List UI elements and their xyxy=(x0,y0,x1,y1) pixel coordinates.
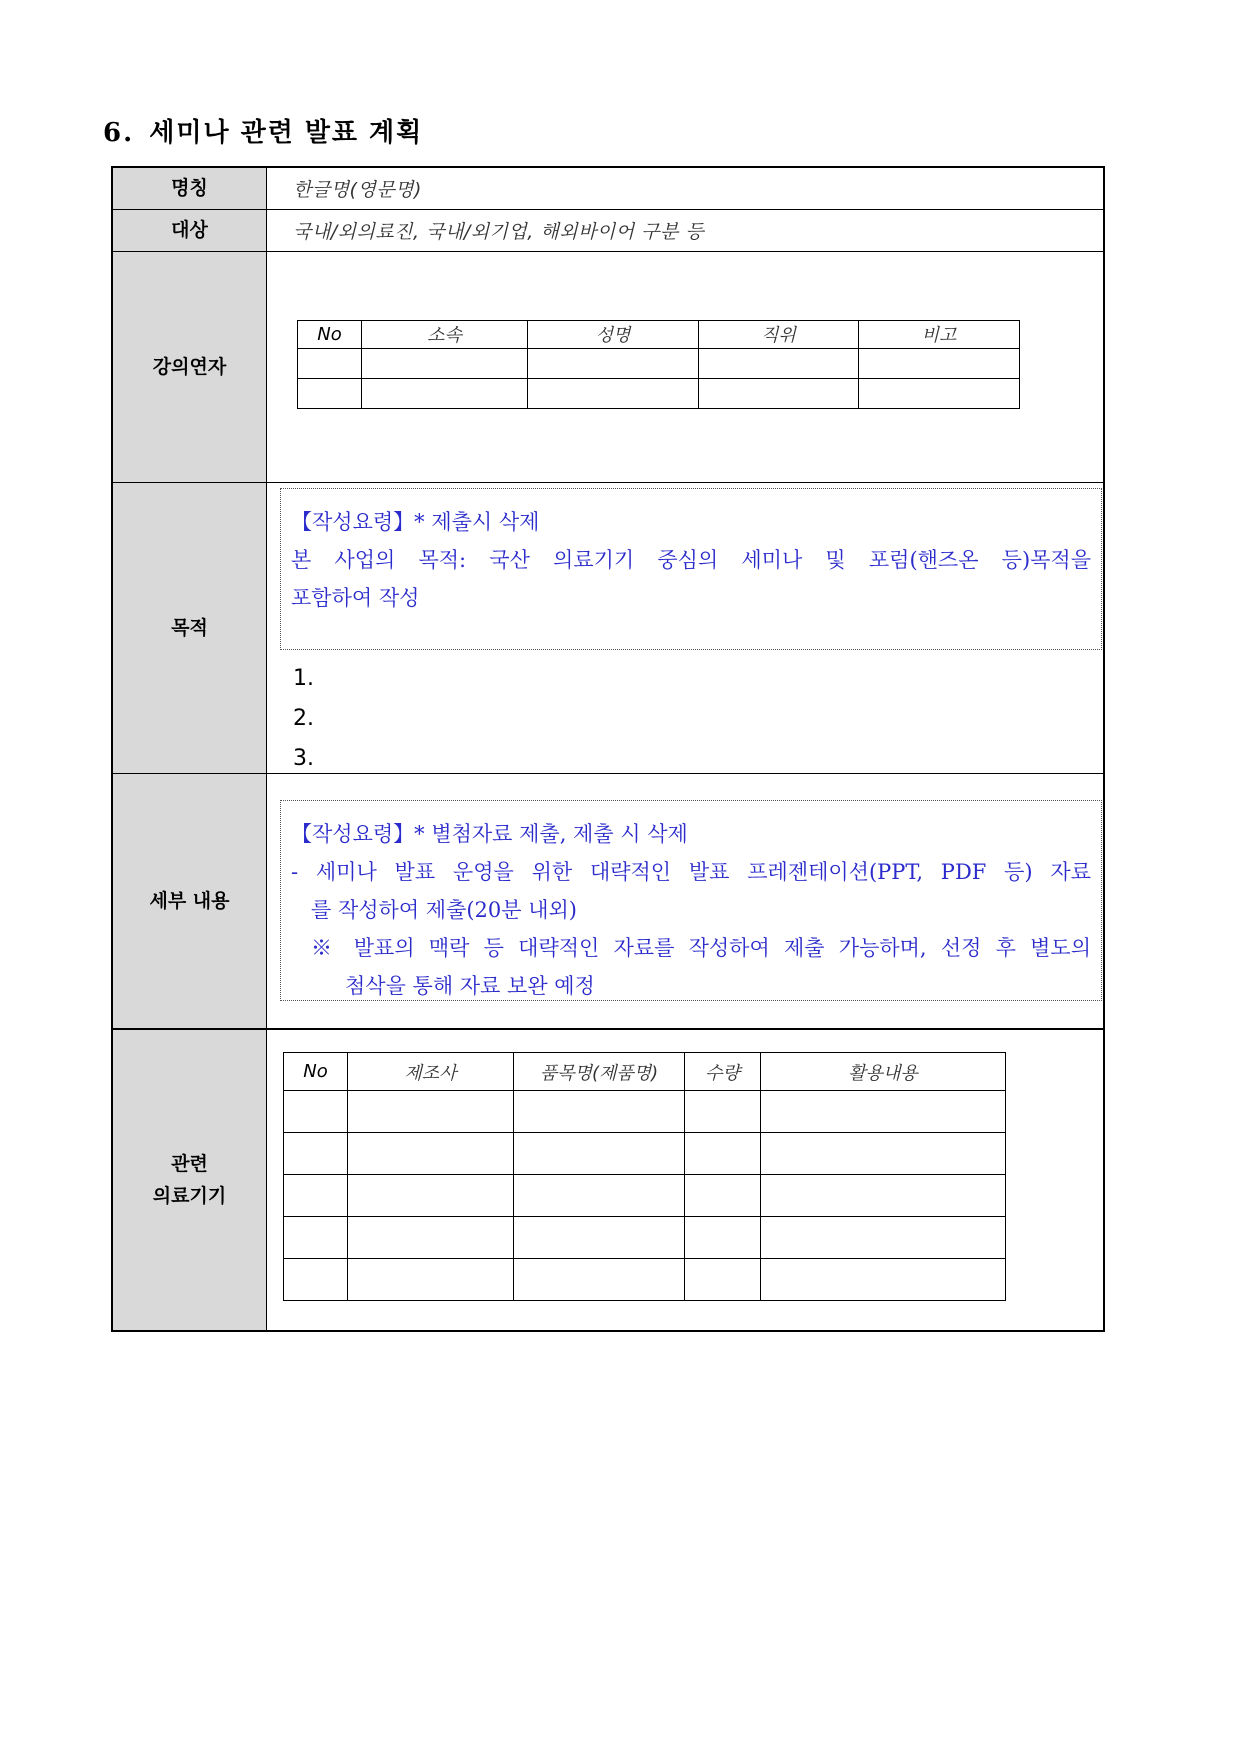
details-guide-note: ※ 발표의 맥락 등 대략적인 자료를 작성하여 제출 가능하며, 선정 후 별도의 xyxy=(311,935,1091,960)
table-row xyxy=(298,348,1020,378)
target-value: 국내/외의료진, 국내/외기업, 해외바이어 구분 등 xyxy=(293,220,705,243)
purpose-guide-line: 포함하여 작성 xyxy=(291,585,420,610)
table-cell[interactable] xyxy=(348,1217,514,1259)
table-cell[interactable] xyxy=(528,348,699,378)
speaker-header-affiliation: 소속 xyxy=(362,320,528,348)
section-number: 6. xyxy=(103,118,135,148)
devices-label xyxy=(112,1029,267,1331)
table-cell[interactable] xyxy=(284,1133,348,1175)
speaker-header-name: 성명 xyxy=(528,320,699,348)
section-title-word: 발표 xyxy=(304,118,360,148)
details-row xyxy=(112,773,1104,1029)
target-cell[interactable] xyxy=(267,209,1105,251)
table-cell[interactable] xyxy=(699,348,859,378)
target-row xyxy=(112,209,1104,251)
devices-label-line: 관련 xyxy=(171,1153,208,1175)
table-row xyxy=(298,378,1020,408)
table-cell[interactable] xyxy=(298,348,362,378)
details-guide-note: 첨삭을 통해 자료 보완 예정 xyxy=(345,973,595,998)
table-row xyxy=(284,1175,1006,1217)
section-title xyxy=(103,112,433,149)
speaker-table-header xyxy=(298,320,1020,348)
table-cell[interactable] xyxy=(685,1217,761,1259)
table-cell[interactable] xyxy=(348,1091,514,1133)
devices-header-product: 품목명(제품명) xyxy=(514,1053,685,1091)
purpose-guide-box xyxy=(280,488,1102,650)
table-cell[interactable] xyxy=(685,1091,761,1133)
table-cell[interactable] xyxy=(362,378,528,408)
table-cell[interactable] xyxy=(514,1133,685,1175)
details-guide-line: - 세미나 발표 운영을 위한 대략적인 발표 프레젠테이션(PPT, PDF 등) 자료 xyxy=(291,859,1091,884)
devices-row xyxy=(112,1029,1104,1331)
name-value: 한글명(영문명) xyxy=(293,178,422,201)
table-cell[interactable] xyxy=(298,378,362,408)
speaker-header-position: 직위 xyxy=(699,320,859,348)
seminar-plan-table xyxy=(111,166,1105,1332)
list-item[interactable]: 2. xyxy=(293,705,314,731)
table-row xyxy=(284,1217,1006,1259)
table-cell[interactable] xyxy=(685,1133,761,1175)
table-cell[interactable] xyxy=(362,348,528,378)
table-cell[interactable] xyxy=(859,348,1020,378)
table-cell[interactable] xyxy=(761,1133,1006,1175)
table-cell[interactable] xyxy=(685,1259,761,1301)
table-cell[interactable] xyxy=(284,1091,348,1133)
purpose-guide-title: 【작성요령】* 제출시 삭제 xyxy=(291,509,540,534)
table-cell[interactable] xyxy=(685,1175,761,1217)
devices-header-manufacturer: 제조사 xyxy=(348,1053,514,1091)
details-cell xyxy=(267,773,1105,1029)
speaker-header-no: No xyxy=(298,320,362,348)
name-row xyxy=(112,167,1104,209)
devices-cell xyxy=(267,1029,1105,1331)
table-row xyxy=(284,1091,1006,1133)
table-row xyxy=(284,1259,1006,1301)
table-cell[interactable] xyxy=(761,1175,1006,1217)
table-cell[interactable] xyxy=(514,1259,685,1301)
speaker-header-note: 비고 xyxy=(859,320,1020,348)
section-title-word: 관련 xyxy=(240,118,295,148)
devices-table xyxy=(283,1052,1006,1301)
details-guide-title: 【작성요령】* 별첨자료 제출, 제출 시 삭제 xyxy=(291,821,688,846)
list-item[interactable]: 1. xyxy=(293,665,314,691)
table-cell[interactable] xyxy=(348,1175,514,1217)
table-cell[interactable] xyxy=(528,378,699,408)
purpose-cell xyxy=(267,482,1105,773)
name-label: 명칭 xyxy=(112,167,267,209)
table-cell[interactable] xyxy=(761,1091,1006,1133)
details-label: 세부 내용 xyxy=(112,773,267,1029)
name-cell[interactable] xyxy=(267,167,1105,209)
purpose-list xyxy=(293,659,314,779)
table-cell[interactable] xyxy=(514,1217,685,1259)
purpose-label: 목적 xyxy=(112,482,267,773)
purpose-guide-line: 본 사업의 목적: 국산 의료기기 중심의 세미나 및 포럼(핸즈온 등)목적을 xyxy=(291,547,1091,572)
details-guide-box xyxy=(280,800,1102,1001)
list-item[interactable]: 3. xyxy=(293,745,314,771)
table-cell[interactable] xyxy=(699,378,859,408)
table-row xyxy=(284,1133,1006,1175)
table-cell[interactable] xyxy=(284,1259,348,1301)
devices-header-usage: 활용내용 xyxy=(761,1053,1006,1091)
table-cell[interactable] xyxy=(859,378,1020,408)
devices-table-header xyxy=(284,1053,1006,1091)
section-title-word: 세미나 xyxy=(149,118,231,148)
table-cell[interactable] xyxy=(761,1259,1006,1301)
table-cell[interactable] xyxy=(284,1217,348,1259)
table-cell[interactable] xyxy=(348,1133,514,1175)
table-cell[interactable] xyxy=(761,1217,1006,1259)
speaker-table xyxy=(297,320,1020,409)
table-cell[interactable] xyxy=(348,1259,514,1301)
devices-header-quantity: 수량 xyxy=(685,1053,761,1091)
table-cell[interactable] xyxy=(514,1091,685,1133)
purpose-row xyxy=(112,482,1104,773)
speaker-row xyxy=(112,251,1104,482)
target-label: 대상 xyxy=(112,209,267,251)
devices-header-no: No xyxy=(284,1053,348,1091)
section-title-word: 계획 xyxy=(369,118,424,148)
devices-label-line: 의료기기 xyxy=(152,1185,227,1207)
speaker-cell xyxy=(267,251,1105,482)
table-cell[interactable] xyxy=(514,1175,685,1217)
table-cell[interactable] xyxy=(284,1175,348,1217)
details-guide-line: 를 작성하여 제출(20분 내외) xyxy=(311,897,577,922)
speaker-label: 강의연자 xyxy=(112,251,267,482)
